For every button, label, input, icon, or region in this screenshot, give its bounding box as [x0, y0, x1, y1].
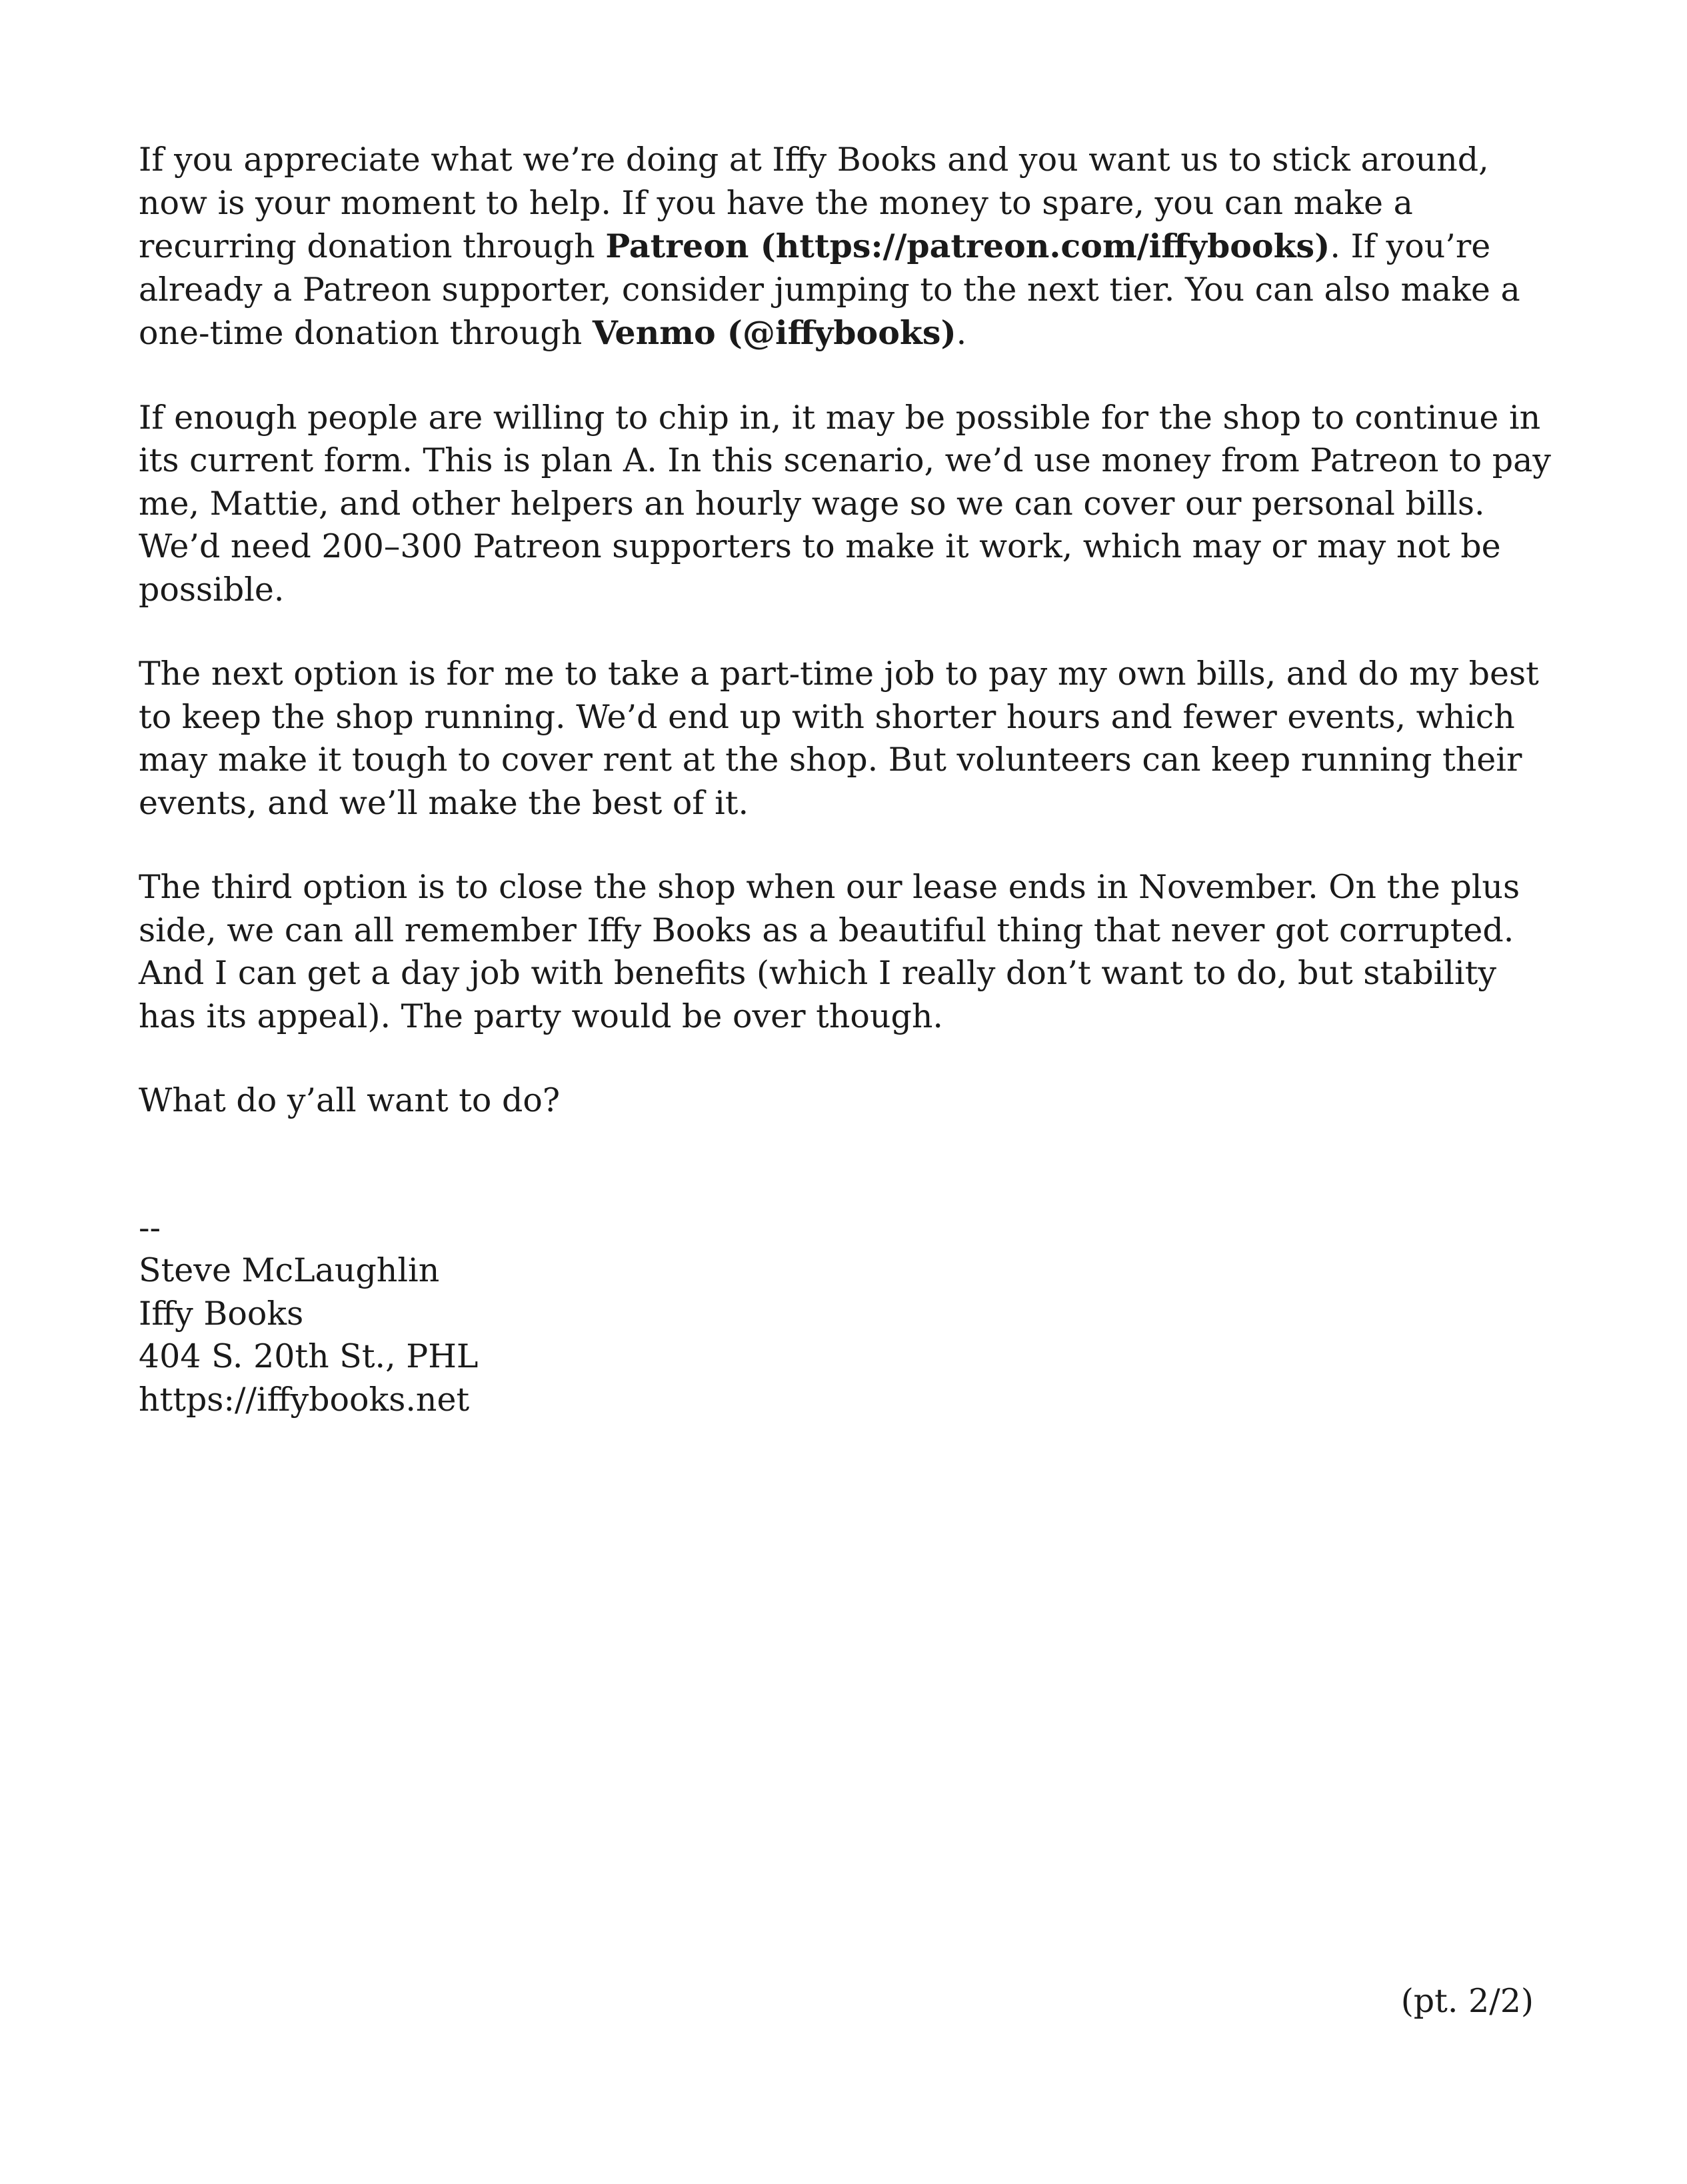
signature-org: Iffy Books: [139, 1294, 304, 1333]
venmo-handle-text: Venmo (@iffybooks): [592, 313, 956, 352]
signature-url: https://iffybooks.net: [139, 1380, 470, 1419]
patreon-link-text: Patreon (https://patreon.com/iffybooks): [605, 227, 1330, 265]
signature-dashes: --: [139, 1208, 161, 1247]
paragraph-text: . If you’re already a Patreon supporter, consider jumping to the next tier. You can also make a one-time donation through: [139, 227, 1520, 352]
signature-name: Steve McLaughlin: [139, 1251, 440, 1289]
page-number: (pt. 2/2): [1400, 1982, 1534, 2020]
paragraph-donation-appeal: [139, 139, 1552, 355]
letter-body: [139, 139, 1552, 1421]
signature-address: 404 S. 20th St., PHL: [139, 1337, 479, 1375]
paragraph-next-option: The next option is for me to take a part-time job to pay my own bills, and do my best to keep the shop running. We’d end up with shorter hours and fewer events, which may make it tough to cover rent at the shop. But volunteers can keep running their events, and we’ll make the best of it.: [139, 655, 1539, 822]
paragraph-text: If you appreciate what we’re doing at Iffy Books and you want us to stick around, now is your moment to help. If you have the money to spare, you can make a recurring donation through: [139, 141, 1489, 265]
signature-block: [139, 1207, 1552, 1422]
paragraph-plan-a: If enough people are willing to chip in, it may be possible for the shop to continue in its current form. This is plan A. In this scenario, we’d use money from Patreon to pay me, Mattie, and other helpers an hourly wage so we can cover our personal bills. We’d need 200–300 Patreon supporters to make it work, which may or may not be possible.: [139, 398, 1551, 609]
paragraph-third-option: The third option is to close the shop when our lease ends in November. On the plus side, we can all remember Iffy Books as a beautiful thing that never got corrupted. And I can get a day job with benefits (which I really don’t want to do, but stability has its appeal). The party would be over though.: [139, 868, 1520, 1035]
paragraph-text: .: [956, 314, 967, 352]
paragraph-question: What do y’all want to do?: [139, 1081, 561, 1119]
